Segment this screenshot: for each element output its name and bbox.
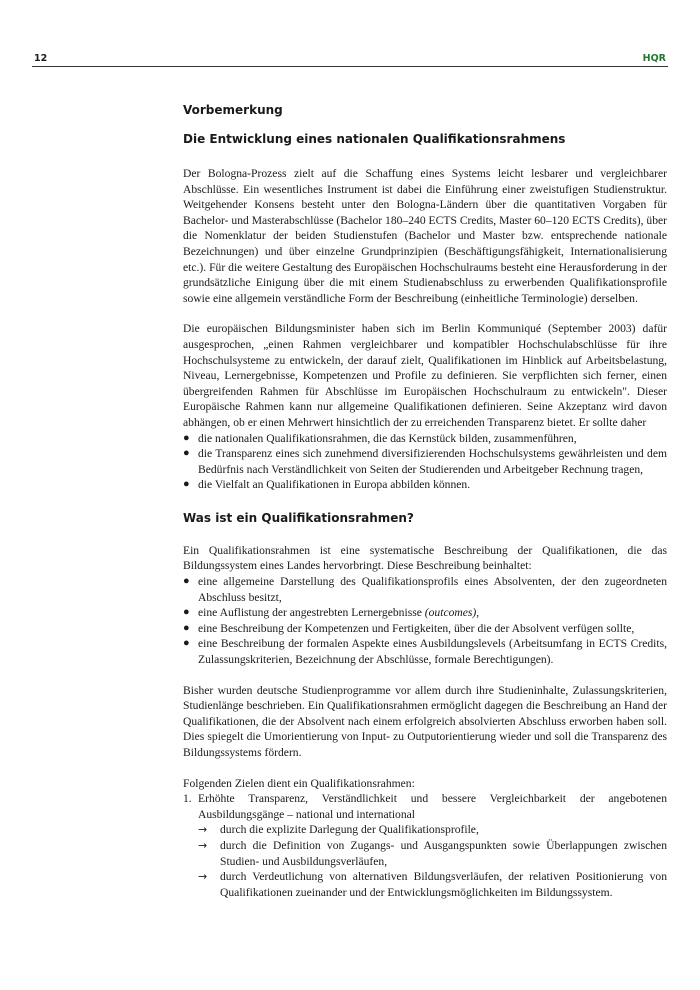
arrow-right-icon: → — [198, 838, 208, 852]
bullet-icon: ● — [183, 575, 190, 588]
bullet-icon: ● — [183, 431, 190, 444]
list-item-text: durch Verdeutlichung von alternativen Bildungsverläufen, der relativen Positionierung von Qualifikationen zueinander und der Entwicklungsmöglichkeiten im Bildungssystem. — [220, 870, 667, 899]
bullet-list-framework-goals — [183, 431, 667, 493]
list-item — [183, 431, 667, 447]
list-item — [183, 636, 667, 667]
list-item — [183, 477, 667, 493]
bullet-list-description — [183, 574, 667, 668]
bullet-icon: ● — [183, 606, 190, 619]
list-item — [198, 838, 667, 869]
main-content — [183, 101, 667, 900]
list-item-emphasis: (outcomes) — [424, 606, 477, 620]
section-heading-preface: Vorbemerkung — [183, 103, 283, 117]
list-item — [183, 621, 667, 637]
page-number: 12 — [34, 53, 48, 64]
list-item — [183, 605, 667, 621]
list-item-text: Erhöhte Transparenz, Verständlichkeit und bessere Vergleichbarkeit der angebotenen Ausbildungsgänge – national und international — [198, 792, 667, 821]
paragraph-bologna: Der Bologna-Prozess zielt auf die Schaffung eines Systems leicht lesbarer und vergleichbarer Abschlüsse. Ein wesentliches Instrument ist dabei die Einführung einer zweistufigen Studienstruktur. Weitgehender Konsens besteht unter den Bologna-Ländern über die quantitativen Vorgaben für Bachelor- und Masterabschlüsse (Bachelor 180–240 ECTS Credits, Master 60–120 ECTS Credits), über die Nomenklatur der beiden Studienstufen (Bachelor und Master bzw. entsprechende nationale Bezeichnungen) und über einzelne Grundprinzipien (Beschäftigungsfähigkeit, Internationalisierung etc.). Für die weitere Gestaltung des Europäischen Hochschulraums besteht eine Herausforderung in der grundsätzliche Einigung über die mit einem Studienabschluss zu erwerbenden Qualifikationsprofile sowie eine allgemein verständliche Form der Beschreibung (einheitliche Terminologie) derselben. — [183, 167, 667, 305]
list-item-text: die Transparenz eines sich zunehmend diversifizierenden Hochschulsystems gewährleisten und dem Bedürfnis nach Verständlichkeit von Seiten der Studierenden und Arbeitgeber Rechnung tragen, — [198, 447, 667, 476]
bullet-icon: ● — [183, 478, 190, 491]
list-item-text: durch die explizite Darlegung der Qualifikationsprofile, — [220, 823, 479, 837]
list-item — [198, 869, 667, 900]
arrow-right-icon: → — [198, 870, 208, 884]
list-item-text: die Vielfalt an Qualifikationen in Europa abbilden können. — [198, 478, 471, 492]
bullet-icon: ● — [183, 621, 190, 634]
list-item-text-end: , — [476, 606, 480, 620]
list-item — [183, 446, 667, 477]
list-item-text: durch die Definition von Zugangs- und Ausgangspunkten sowie Überlappungen zwischen Studien- und Ausbildungsverläufen, — [220, 838, 667, 868]
list-item-text: eine allgemeine Darstellung des Qualifikationsprofils eines Absolventen, der den zugeordneten Abschluss besitzt, — [198, 575, 667, 604]
section-heading-what-is: Was ist ein Qualifikationsrahmen? — [183, 510, 414, 525]
list-item-text: die nationalen Qualifikationsrahmen, die das Kernstück bilden, zusammenführen, — [198, 431, 577, 445]
paragraph-definition: Ein Qualifikationsrahmen ist eine systematische Beschreibung der Qualifikationen, die das Bildungssystem eines Landes hervorbringt. Diese Beschreibung beinhaltet: — [183, 543, 667, 573]
arrow-list — [198, 822, 667, 900]
list-number: 1. — [183, 792, 192, 806]
bullet-icon: ● — [183, 637, 190, 650]
list-item-text: eine Beschreibung der Kompetenzen und Fertigkeiten, über die der Absolvent verfügen sollte, — [198, 621, 635, 635]
paragraph-programs: Bisher wurden deutsche Studienprogramme vor allem durch ihre Studieninhalte, Zulassungskriterien, Studienlänge beschrieben. Ein Qualifikationsrahmen ermöglicht dagegen die Beschreibung an Hand der Qualifikationen, die der Absolvent nach einem erfolgreich absolvierten Abschluss erworben haben soll. Dies spiegelt die Umorientierung von Input- zu Outputorientierung wieder und soll die Transparenz des Bildungssystems fördern. — [183, 683, 667, 759]
running-head: HQR — [642, 53, 666, 64]
list-item — [183, 574, 667, 605]
numbered-list-goals — [183, 791, 667, 900]
bullet-icon: ● — [183, 447, 190, 460]
arrow-right-icon: → — [198, 823, 208, 837]
list-item — [183, 791, 667, 900]
paragraph-goals-intro: Folgenden Zielen dient ein Qualifikationsrahmen: — [183, 776, 415, 790]
list-item-text: eine Auflistung der angestrebten Lernergebnisse — [198, 606, 425, 620]
list-item-text: eine Beschreibung der formalen Aspekte eines Ausbildungslevels (Arbeitsumfang in ECTS Credits, Zulassungskriterien, Bezeichnung der Abschlüsse, formale Berechtigungen). — [198, 637, 667, 667]
paragraph-ministers: Die europäischen Bildungsminister haben sich im Berlin Kommuniqué (September 2003) dafür ausgesprochen, „einen Rahmen vergleichbarer und kompatibler Hochschulabschlüsse für ihre Hochschulsysteme zu entwickeln, der darauf zielt, Qualifikationen im Hinblick auf Arbeitsbelastung, Niveau, Lernergebnisse, Kompetenzen und Profile zu definieren. Sie verpflichten sich ferner, einen übergreifenden Rahmen für Abschlüsse im Europäischen Hochschulraum zu entwickeln". Dieser Europäische Rahmen kann nur allgemeine Qualifikationen definieren. Seine Akzeptanz wird davon abhängen, ob er einen Mehrwert hinsichtlich der zu erreichenden Transparenz bietet. Er sollte daher — [183, 322, 667, 429]
list-item — [198, 822, 667, 838]
header-rule — [32, 66, 668, 67]
page-header — [32, 50, 668, 66]
section-heading-development: Die Entwicklung eines nationalen Qualifikationsrahmens — [183, 132, 566, 146]
